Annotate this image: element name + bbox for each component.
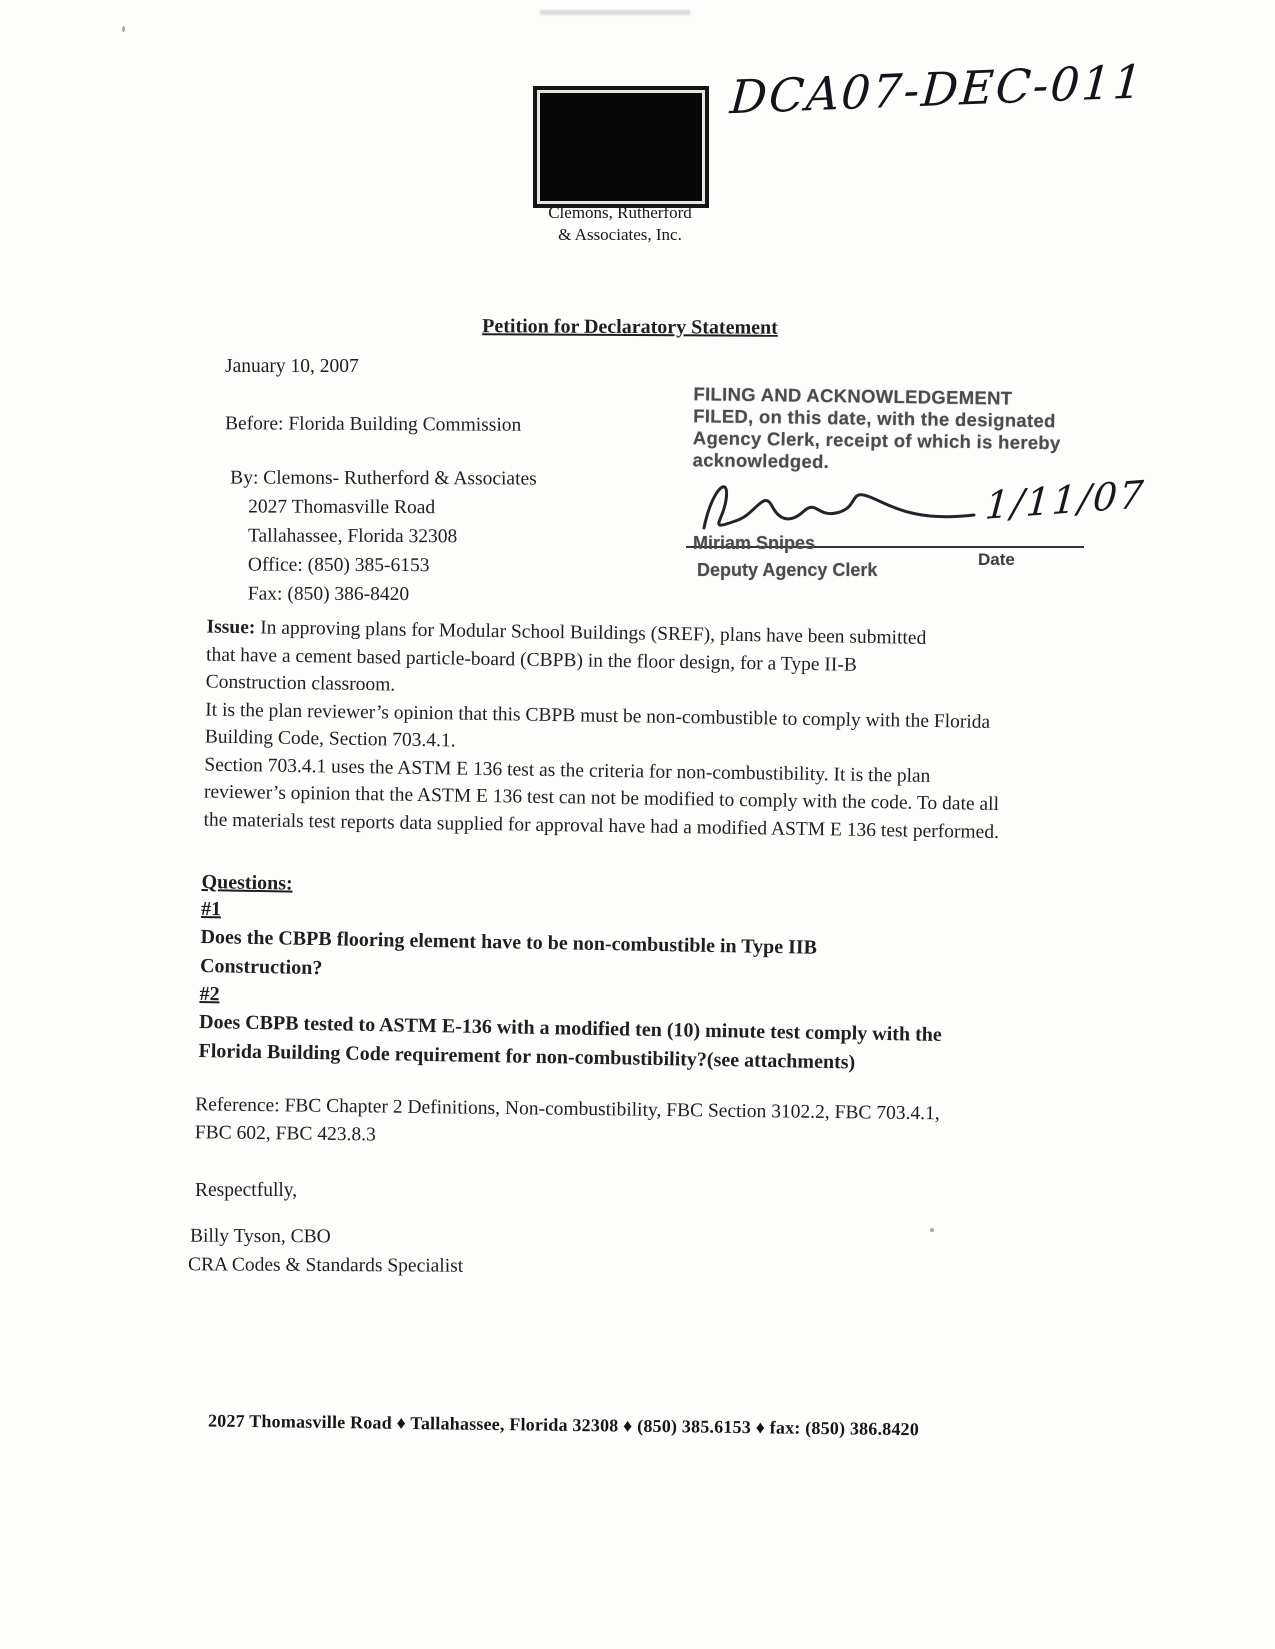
before-line: Before: Florida Building Commission <box>224 413 522 436</box>
petitioner-address-block <box>230 463 537 609</box>
stamp-line: FILED, on this date, with the designated <box>693 405 1056 432</box>
closing-line: Respectfully, <box>195 1180 298 1201</box>
company-logo-caption <box>500 202 740 246</box>
phone-line: Office: (850) 385-6153 <box>247 554 430 577</box>
company-logo-image <box>533 86 709 208</box>
questions-section <box>198 869 1003 1080</box>
issue-paragraph-2: It is the plan reviewer’s opinion that this CBPB must be non-combustible to comply with the Florida Building Code, Section 703.4.1. <box>204 699 991 752</box>
logo-caption-line1: Clemons, Rutherford <box>548 203 692 222</box>
logo-caption-line2: & Associates, Inc. <box>558 225 682 244</box>
scan-artifact <box>122 26 125 32</box>
handwritten-case-number: DCA07-DEC-011 <box>728 54 1147 125</box>
signer-name: Billy Tyson, CBO <box>189 1225 331 1248</box>
filing-stamp <box>692 383 1093 477</box>
clerk-name: Miriam Snipes <box>693 533 816 553</box>
question-2-text: Does CBPB tested to ASTM E-136 with a modified ten (10) minute test comply with the Florida Building Code requirement for non-combustibility?(see attachments) <box>198 1010 942 1074</box>
by-line: By: Clemons- Rutherford & Associates <box>230 467 537 490</box>
issue-paragraph-3: Section 703.4.1 uses the ASTM E 136 test as the criteria for non-combustibility. It is the plan reviewer’s opinion that the ASTM E 136 test can not be modified to comply with the code. To date all the materials test reports data supplied for approval have had a modified ASTM E 136 test performed. <box>203 754 1000 843</box>
stamp-line: acknowledged. <box>692 449 830 473</box>
fax-line: Fax: (850) 386-8420 <box>247 583 410 606</box>
document-title: Petition for Declaratory Statement <box>482 315 778 339</box>
question-1-label: #1 <box>200 898 222 921</box>
issue-section <box>203 614 1028 847</box>
stamp-line: Agency Clerk, receipt of which is hereby <box>692 427 1061 454</box>
question-2-label: #2 <box>199 982 220 1006</box>
questions-heading: Questions: <box>201 871 293 895</box>
issue-label: Issue: <box>206 616 256 639</box>
letter-date: January 10, 2007 <box>225 356 359 377</box>
address-line: 2027 Thomasville Road <box>248 496 436 519</box>
handwritten-stamp-date: 1/11/07 <box>983 472 1147 528</box>
issue-paragraph-1 <box>205 614 954 708</box>
question-1-text: Does the CBPB flooring element have to be non-combustible in Type IIB Construction? <box>199 926 818 980</box>
scan-artifact <box>930 1228 934 1232</box>
signer-title: CRA Codes & Standards Specialist <box>187 1254 464 1277</box>
letterhead-footer: 2027 Thomasville Road ♦ Tallahassee, Florida 32308 ♦ (850) 385.6153 ♦ fax: (850) 386.8420 <box>207 1410 920 1440</box>
address-line: Tallahassee, Florida 32308 <box>247 525 458 548</box>
stamp-line: FILING AND ACKNOWLEDGEMENT <box>693 383 1013 409</box>
scan-artifact <box>540 10 690 15</box>
clerk-title: Deputy Agency Clerk <box>697 560 878 580</box>
stamp-date-label: Date <box>978 550 1015 569</box>
reference-paragraph: Reference: FBC Chapter 2 Definitions, Non-combustibility, FBC Section 3102.2, FBC 703.4.1, FBC 602, FBC 423.8.3 <box>194 1094 940 1146</box>
issue-text: In approving plans for Modular School Buildings (SREF), plans have been submitted that have a cement based particle-board (CBPB) in the floor design, for a Type II-B Construction classroom. <box>205 617 927 696</box>
